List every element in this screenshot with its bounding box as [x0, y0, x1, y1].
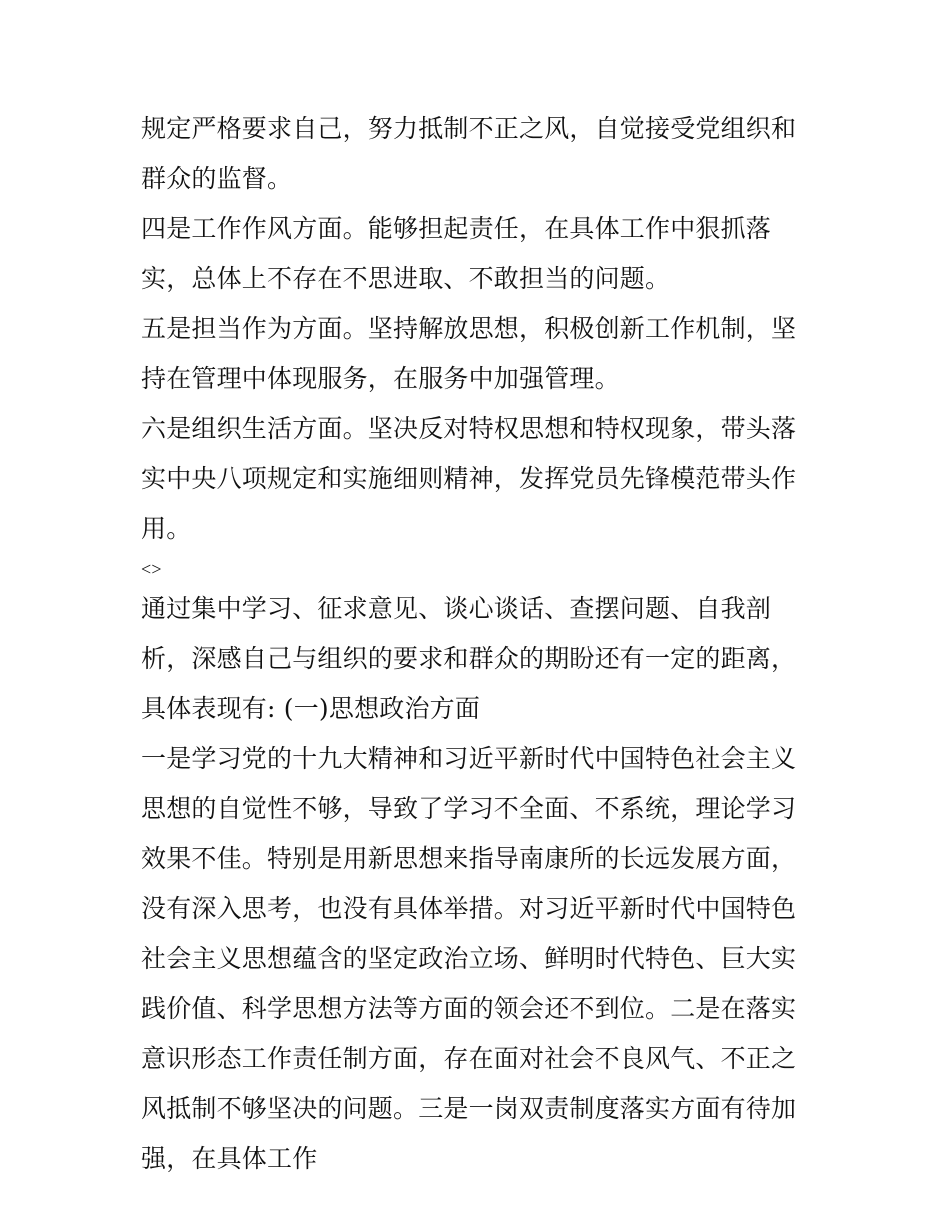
document-body	[141, 104, 821, 1184]
paragraph-organization-life: 六是组织生活方面。坚决反对特权思想和特权现象，带头落实中央八项规定和实施细则精神，发挥党员先锋模范带头作用。	[141, 414, 797, 543]
paragraph-work-style: 四是工作作风方面。能够担起责任，在具体工作中狠抓落实，总体上不存在不思进取、不敢担当的问题。	[141, 214, 772, 293]
paragraph-self-discipline: 规定严格要求自己，努力抵制不正之风，自觉接受党组织和群众的监督。	[141, 114, 797, 193]
paragraph-introduction: 通过集中学习、征求意见、谈心谈话、查摆问题、自我剖析，深感自己与组织的要求和群众的期盼还有一定的距离，具体表现有: (一)思想政治方面	[141, 594, 797, 723]
paragraph-responsibility: 五是担当作为方面。坚持解放思想，积极创新工作机制，坚持在管理中体现服务，在服务中加强管理。	[141, 314, 797, 393]
section-marker: <>	[141, 559, 162, 579]
paragraph-political-issues: 一是学习党的十九大精神和习近平新时代中国特色社会主义思想的自觉性不够，导致了学习不全面、不系统，理论学习效果不佳。特别是用新思想来指导南康所的长远发展方面，没有深入思考，也没有具体举措。对习近平新时代中国特色社会主义思想蕴含的坚定政治立场、鲜明时代特色、巨大实践价值、科学思想方法等方面的领会还不到位。二是在落实意识形态工作责任制方面，存在面对社会不良风气、不正之风抵制不够坚决的问题。三是一岗双责制度落实方面有待加强，在具体工作	[141, 744, 797, 1173]
